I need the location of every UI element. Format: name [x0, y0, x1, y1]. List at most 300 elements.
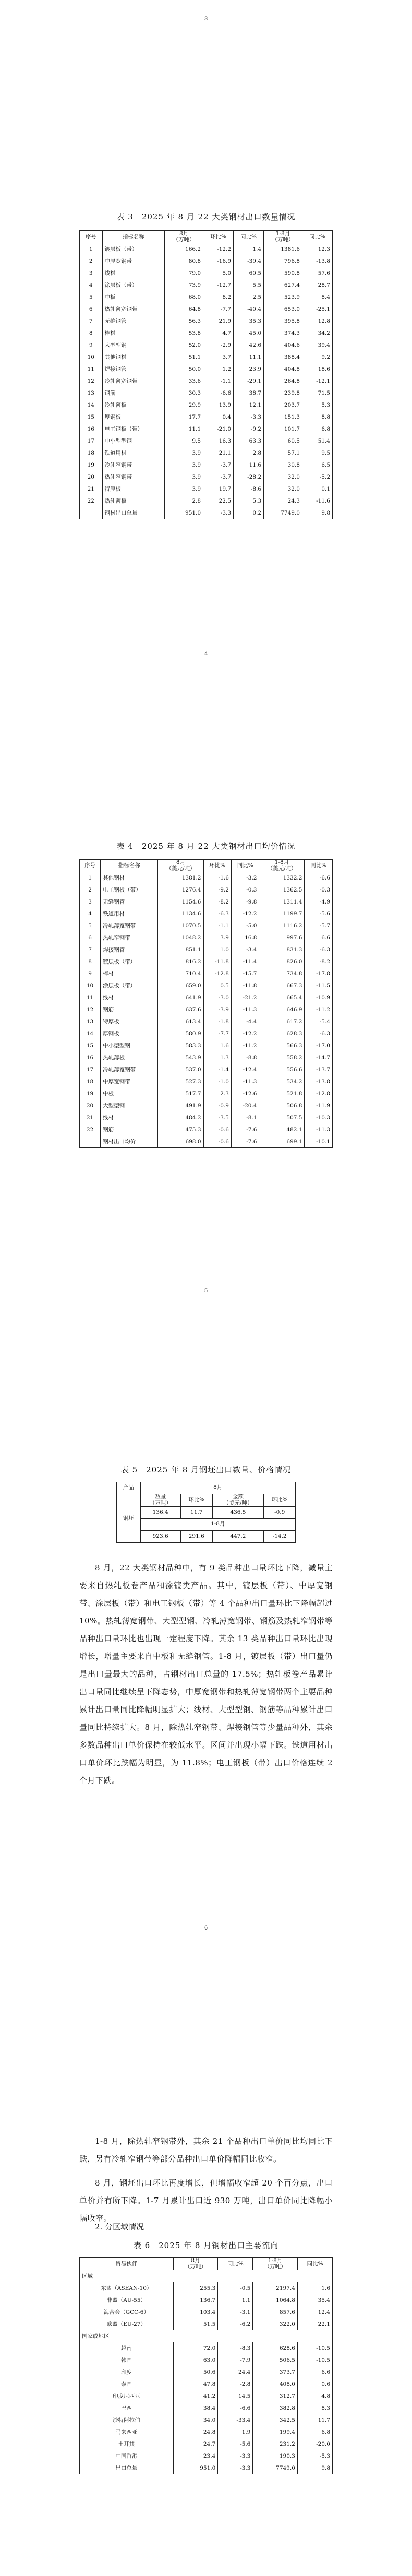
table4-header-row: [80, 860, 333, 872]
table3-cell: 101.7: [264, 423, 302, 435]
table6-cell: -8.3: [218, 2342, 253, 2354]
table4-cell: 线材: [101, 992, 158, 1004]
table4-cell: 热轧窄钢带: [101, 932, 158, 944]
table3-cell: 2.8: [165, 495, 203, 507]
table3-cell: 388.4: [264, 351, 302, 363]
table4-cell: -10.3: [305, 1112, 333, 1124]
table3-cell: 6.8: [302, 423, 332, 435]
table-row: [80, 2402, 333, 2414]
table4-cell: 534.2: [259, 1076, 305, 1088]
table6-cell: 342.5: [253, 2414, 298, 2426]
table3-cell: 无缝钢管: [102, 315, 165, 327]
table5-cell: 447.2: [212, 1531, 264, 1543]
table5-cell: 923.6: [140, 1531, 180, 1543]
table-row: [80, 411, 333, 423]
table3-cell: 395.8: [264, 315, 302, 327]
table3-cell: 0.2: [234, 507, 264, 519]
table3-cell: 22.5: [203, 495, 234, 507]
table3-cell: 30.3: [165, 387, 203, 399]
table6-cell: 22.1: [297, 2318, 332, 2330]
table3-cell: 404.8: [264, 363, 302, 375]
table3-cell: -8.6: [234, 483, 264, 495]
table4-cell: 583.3: [158, 1040, 203, 1052]
table-row: [80, 471, 333, 483]
table4-cell: -11.2: [231, 1040, 259, 1052]
table4-cell: -21.2: [231, 992, 259, 1004]
table4-cell: 566.3: [259, 1040, 305, 1052]
table3-cell: 铁道用材: [102, 447, 165, 459]
table4-cell: -5.6: [305, 908, 333, 920]
table6-cell: 24.7: [173, 2438, 218, 2450]
table6-export-destinations: [79, 2257, 333, 2474]
table3-cell: 其他钢材: [102, 351, 165, 363]
table3-cell: -28.2: [234, 471, 264, 483]
table5-cell: 436.5: [212, 1507, 264, 1519]
table3-cell: 8.4: [302, 291, 332, 303]
table3-cell: 20: [80, 471, 103, 483]
table4-cell: 851.1: [158, 944, 203, 956]
table3-cell: 9.2: [302, 351, 332, 363]
table4-cell: -1.0: [203, 1076, 231, 1088]
table4-cell: 电工钢板（带）: [101, 884, 158, 896]
table4-cell: 517.7: [158, 1088, 203, 1100]
table6-cell: -7.9: [218, 2354, 253, 2366]
table3-cell: -11.6: [302, 495, 332, 507]
table6-cell: 中国香港: [80, 2450, 174, 2462]
table3-title: 表 3 2025 年 8 月 22 大类钢材出口数量情况: [116, 212, 296, 222]
table3-col-header: 1-8月 （万吨）: [264, 231, 302, 243]
table4-cell: 521.8: [259, 1088, 305, 1100]
table3-cell: 5.3: [234, 495, 264, 507]
table4-cell: -11.3: [231, 1004, 259, 1016]
table6-cell: -33.4: [218, 2414, 253, 2426]
table6-header-row: [80, 2258, 333, 2270]
table6-cell: 1.6: [297, 2282, 332, 2294]
table4-cell: 19: [80, 1088, 101, 1100]
table-row: [80, 495, 333, 507]
table3-cell: -21.0: [203, 423, 234, 435]
table3-cell: 热轧窄钢带: [102, 471, 165, 483]
table3-cell: 32.0: [264, 483, 302, 495]
table6-cell: 4.8: [297, 2390, 332, 2402]
table4-cell: -11.3: [231, 1076, 259, 1088]
table-row: [80, 447, 333, 459]
table4-cell: -12.2: [231, 1028, 259, 1040]
table3-cell: -12.1: [302, 375, 332, 387]
table4-cell: -11.5: [305, 980, 333, 992]
table3-cell: 19.7: [203, 483, 234, 495]
table3-header-row: [80, 231, 333, 243]
table3-cell: 21.9: [203, 315, 234, 327]
table4-cell: 997.6: [259, 932, 305, 944]
table6-cell: 8.3: [297, 2402, 332, 2414]
table3-cell: 焊接钢管: [102, 363, 165, 375]
table4-cell: 钢材出口均价: [101, 1136, 158, 1148]
table3-cell: 23.9: [234, 363, 264, 375]
table6-cell: 印度尼西亚: [80, 2390, 174, 2402]
table4-cell: 5: [80, 920, 101, 932]
table3-cell: 796.8: [264, 255, 302, 267]
table3-cell: 80.8: [165, 255, 203, 267]
page-number: 4: [204, 651, 208, 657]
table4-cell: -6.3: [305, 1028, 333, 1040]
table3-col-header: 环比%: [203, 231, 234, 243]
table3-cell: 34.2: [302, 327, 332, 339]
table4-cell: -11.4: [231, 956, 259, 968]
table4-cell: 543.9: [158, 1052, 203, 1064]
table6-cell: 50.6: [173, 2366, 218, 2378]
table4-cell: 中厚宽钢带: [101, 1076, 158, 1088]
table4-cell: 667.3: [259, 980, 305, 992]
table4-cell: -3.2: [231, 872, 259, 884]
table5-row-label: 钢坯: [117, 1494, 141, 1543]
table4-cell: 665.4: [259, 992, 305, 1004]
table3-cell: 7: [80, 315, 103, 327]
table3-cell: 17: [80, 435, 103, 447]
table3-cell: 8: [80, 327, 103, 339]
table-row: [80, 243, 333, 255]
table4-cell: 3: [80, 896, 101, 908]
table6-cell: 印度: [80, 2366, 174, 2378]
table3-cell: 57.1: [264, 447, 302, 459]
table4-cell: -11.8: [231, 980, 259, 992]
table6-cell: 199.4: [253, 2426, 298, 2438]
table6-col-header: 8月 （万吨）: [173, 2258, 218, 2270]
table3-export-volume: [79, 230, 333, 519]
table4-cell: -12.8: [203, 968, 231, 980]
table4-cell: -1.8: [203, 1016, 231, 1028]
table6-cell: 土耳其: [80, 2438, 174, 2450]
table3-cell: 11.6: [234, 459, 264, 471]
table3-cell: 18: [80, 447, 103, 459]
table3-cell: 21.1: [203, 447, 234, 459]
table3-cell: 7749.0: [264, 507, 302, 519]
table3-cell: 71.5: [302, 387, 332, 399]
table3-cell: -7.7: [203, 303, 234, 315]
table4-title: 表 4 2025 年 8 月 22 大类钢材出口均价情况: [116, 841, 296, 851]
table3-cell: 29.9: [165, 399, 203, 411]
table3-cell: 6: [80, 303, 103, 315]
table6-cell: 951.0: [173, 2462, 218, 2474]
table3-cell: 50.0: [165, 363, 203, 375]
table4-col-header: 1-8月 （美元/吨）: [259, 860, 305, 872]
table4-cell: 1276.4: [158, 884, 203, 896]
table3-cell: 53.8: [165, 327, 203, 339]
table3-cell: 73.9: [165, 279, 203, 291]
table4-cell: -7.6: [231, 1124, 259, 1136]
table-row: [80, 1064, 333, 1076]
table6-cell: 1064.8: [253, 2294, 298, 2306]
table4-cell: -0.6: [203, 1136, 231, 1148]
page-number: 5: [204, 1288, 208, 1294]
table3-cell: 6.5: [302, 459, 332, 471]
table6-cell: -5.3: [297, 2450, 332, 2462]
table4-cell: 1.3: [203, 1052, 231, 1064]
table4-cell: -20.4: [231, 1100, 259, 1112]
table4-cell: 826.0: [259, 956, 305, 968]
table4-cell: -0.9: [203, 1100, 231, 1112]
table-row: [80, 872, 333, 884]
table3-cell: 39.4: [302, 339, 332, 351]
table3-cell: 3.9: [165, 447, 203, 459]
table4-cell: 580.9: [158, 1028, 203, 1040]
table-row: [80, 1016, 333, 1028]
table4-cell: -13.7: [305, 1064, 333, 1076]
table6-cell: 出口总量: [80, 2462, 174, 2474]
table6-cell: -3.3: [218, 2450, 253, 2462]
table6-cell: 136.7: [173, 2294, 218, 2306]
table-row: [80, 2306, 333, 2318]
table3-cell: 冷轧薄板: [102, 399, 165, 411]
table6-cell: 巴西: [80, 2402, 174, 2414]
table4-cell: 冷轧薄宽钢带: [101, 920, 158, 932]
table3-cell: 钢筋: [102, 387, 165, 399]
table4-cell: 镀层板（带）: [101, 956, 158, 968]
table4-cell: -8.2: [305, 956, 333, 968]
table4-cell: 12: [80, 1004, 101, 1016]
table-row: [80, 363, 333, 375]
table3-col-header: 指标名称: [102, 231, 165, 243]
table3-cell: 冷轧薄宽钢带: [102, 375, 165, 387]
table3-cell: 32.0: [264, 471, 302, 483]
table6-col-header: 同比%: [297, 2258, 332, 2270]
table-row: [80, 956, 333, 968]
table3-cell: 239.8: [264, 387, 302, 399]
table6-group-label: 区域: [80, 2270, 333, 2282]
table4-cell: -3.5: [203, 1112, 231, 1124]
table4-cell: 1: [80, 872, 101, 884]
table6-cell: 2197.4: [253, 2282, 298, 2294]
table4-cell: -1.6: [203, 872, 231, 884]
table4-cell: 1199.7: [259, 908, 305, 920]
table4-cell: 10: [80, 980, 101, 992]
table4-col-header: 环比%: [203, 860, 231, 872]
table-row: [80, 932, 333, 944]
table4-cell: 556.6: [259, 1064, 305, 1076]
table4-cell: 0.5: [203, 980, 231, 992]
table6-group-label: 国家或地区: [80, 2330, 333, 2342]
table-row: [80, 1136, 333, 1148]
table3-cell: 14: [80, 399, 103, 411]
table4-cell: 2.3: [203, 1088, 231, 1100]
table6-cell: 51.5: [173, 2318, 218, 2330]
table-row: [80, 387, 333, 399]
table4-cell: 线材: [101, 1112, 158, 1124]
table6-cell: 312.7: [253, 2390, 298, 2402]
table3-cell: 热轧薄板: [102, 495, 165, 507]
table4-cell: -8.1: [231, 1112, 259, 1124]
table5-cell: 136.4: [140, 1507, 180, 1519]
table4-col-header: 序号: [80, 860, 101, 872]
table3-cell: 特厚板: [102, 483, 165, 495]
table4-cell: 15: [80, 1040, 101, 1052]
table4-cell: -3.0: [203, 992, 231, 1004]
table3-cell: 19: [80, 459, 103, 471]
table4-cell: -9.8: [231, 896, 259, 908]
table4-cell: -17.8: [305, 968, 333, 980]
table3-cell: 5.3: [302, 399, 332, 411]
table4-cell: 816.2: [158, 956, 203, 968]
table3-cell: 热轧薄宽钢带: [102, 303, 165, 315]
table6-total-row: [80, 2462, 333, 2474]
table4-cell: 699.1: [259, 1136, 305, 1148]
table6-cell: -10.5: [297, 2342, 332, 2354]
table3-cell: 9: [80, 339, 103, 351]
table3-cell: -12.2: [203, 243, 234, 255]
table3-cell: 404.6: [264, 339, 302, 351]
table4-cell: 厚钢板: [101, 1028, 158, 1040]
table4-cell: 特厚板: [101, 1016, 158, 1028]
table4-cell: 13: [80, 1016, 101, 1028]
table3-cell: 51.1: [165, 351, 203, 363]
table3-cell: -1.1: [203, 375, 234, 387]
table4-cell: 大型型钢: [101, 1100, 158, 1112]
table4-cell: 1154.6: [158, 896, 203, 908]
table4-cell: -9.2: [203, 884, 231, 896]
table5-col-header: 数量 （万吨）: [140, 1494, 180, 1507]
table3-cell: 11.1: [234, 351, 264, 363]
table4-cell: 1.6: [203, 1040, 231, 1052]
table4-cell: 641.9: [158, 992, 203, 1004]
table3-cell: 中板: [102, 291, 165, 303]
table6-cell: -0.5: [218, 2282, 253, 2294]
table6-cell: 72.0: [173, 2342, 218, 2354]
table6-cell: 408.0: [253, 2378, 298, 2390]
table-row: [80, 267, 333, 279]
table3-cell: -3.3: [234, 411, 264, 423]
table4-cell: -12.4: [231, 1064, 259, 1076]
table4-cell: 710.4: [158, 968, 203, 980]
table3-cell: 951.0: [165, 507, 203, 519]
table3-cell: 3.9: [165, 471, 203, 483]
table3-cell: -12.7: [203, 279, 234, 291]
table3-cell: 8.8: [302, 411, 332, 423]
table3-cell: 10: [80, 351, 103, 363]
table4-cell: -0.3: [231, 884, 259, 896]
table4-cell: 698.0: [158, 1136, 203, 1148]
table3-cell: [80, 507, 103, 519]
table4-cell: -11.2: [305, 1004, 333, 1016]
table-row: [80, 351, 333, 363]
table4-cell: 1311.4: [259, 896, 305, 908]
table4-cell: -3.9: [203, 1004, 231, 1016]
table6-cell: 41.2: [173, 2390, 218, 2402]
table6-cell: 东盟（ASEAN-10）: [80, 2282, 174, 2294]
table4-cell: [80, 1136, 101, 1148]
table6-cell: -3.1: [218, 2306, 253, 2318]
table-row: [80, 1076, 333, 1088]
table4-export-price: [79, 859, 333, 1148]
table3-cell: 64.8: [165, 303, 203, 315]
table4-cell: 22: [80, 1124, 101, 1136]
table-row: [80, 399, 333, 411]
table3-cell: 大型型钢: [102, 339, 165, 351]
table3-cell: 9.8: [302, 507, 332, 519]
table4-cell: -11.8: [203, 956, 231, 968]
table-row: [80, 483, 333, 495]
table6-cell: 越南: [80, 2342, 174, 2354]
table4-cell: -12.6: [231, 1088, 259, 1100]
table5-col-header: 环比%: [264, 1494, 296, 1507]
table-row: [80, 908, 333, 920]
table3-cell: 68.0: [165, 291, 203, 303]
table3-cell: 35.3: [234, 315, 264, 327]
table3-cell: 2: [80, 255, 103, 267]
table-row: [80, 2378, 333, 2390]
table3-cell: -9.2: [234, 423, 264, 435]
table6-cell: -2.8: [218, 2378, 253, 2390]
table4-cell: 焊接钢管: [101, 944, 158, 956]
table3-cell: 1.4: [234, 243, 264, 255]
table3-cell: 15: [80, 411, 103, 423]
table6-cell: 非盟（AU-55）: [80, 2294, 174, 2306]
table3-cell: 钢材出口总量: [102, 507, 165, 519]
table3-cell: 57.6: [302, 267, 332, 279]
table-row: [80, 2318, 333, 2330]
table-row: [80, 315, 333, 327]
table6-col-header: 贸易伙伴: [80, 2258, 174, 2270]
table3-cell: 11.1: [165, 423, 203, 435]
table3-cell: 16: [80, 423, 103, 435]
table-row: [80, 944, 333, 956]
table5-cell: -0.9: [264, 1507, 296, 1519]
table3-cell: 0.4: [203, 411, 234, 423]
table4-cell: 484.2: [158, 1112, 203, 1124]
table3-cell: 63.3: [234, 435, 264, 447]
table6-cell: 255.3: [173, 2282, 218, 2294]
table4-cell: 491.9: [158, 1100, 203, 1112]
table-row: [80, 375, 333, 387]
table-row: [80, 1052, 333, 1064]
table3-cell: -2.9: [203, 339, 234, 351]
table-row: [80, 920, 333, 932]
table4-cell: 537.0: [158, 1064, 203, 1076]
table4-cell: 646.9: [259, 1004, 305, 1016]
table3-cell: 203.7: [264, 399, 302, 411]
table-row: [80, 1028, 333, 1040]
table-row: [80, 1088, 333, 1100]
table-row: [80, 2450, 333, 2462]
table-row: [80, 1112, 333, 1124]
table4-cell: 17: [80, 1064, 101, 1076]
table5-billet-export: [116, 1482, 296, 1543]
table3-cell: 冷轧窄钢带: [102, 459, 165, 471]
table4-cell: -8.2: [203, 896, 231, 908]
table4-cell: 铁道用材: [101, 908, 158, 920]
table-row: [80, 2390, 333, 2402]
table5-cell: -14.2: [264, 1531, 296, 1543]
table6-cell: 24.8: [173, 2426, 218, 2438]
table3-cell: 4.7: [203, 327, 234, 339]
table4-col-header: 同比%: [305, 860, 333, 872]
table3-cell: 棒材: [102, 327, 165, 339]
table3-cell: -16.9: [203, 255, 234, 267]
table3-cell: -5.2: [302, 471, 332, 483]
table6-cell: 506.5: [253, 2354, 298, 2366]
table4-cell: -4.4: [231, 1016, 259, 1028]
table3-cell: 653.0: [264, 303, 302, 315]
table6-cell: -6.6: [218, 2402, 253, 2414]
table3-cell: 线材: [102, 267, 165, 279]
table4-cell: 无缝钢管: [101, 896, 158, 908]
table4-cell: 18: [80, 1076, 101, 1088]
table3-cell: 12: [80, 375, 103, 387]
table4-cell: -12.2: [231, 908, 259, 920]
table-row: [80, 992, 333, 1004]
table4-cell: -10.9: [305, 992, 333, 1004]
table3-cell: 5.5: [234, 279, 264, 291]
table3-cell: -29.1: [234, 375, 264, 387]
